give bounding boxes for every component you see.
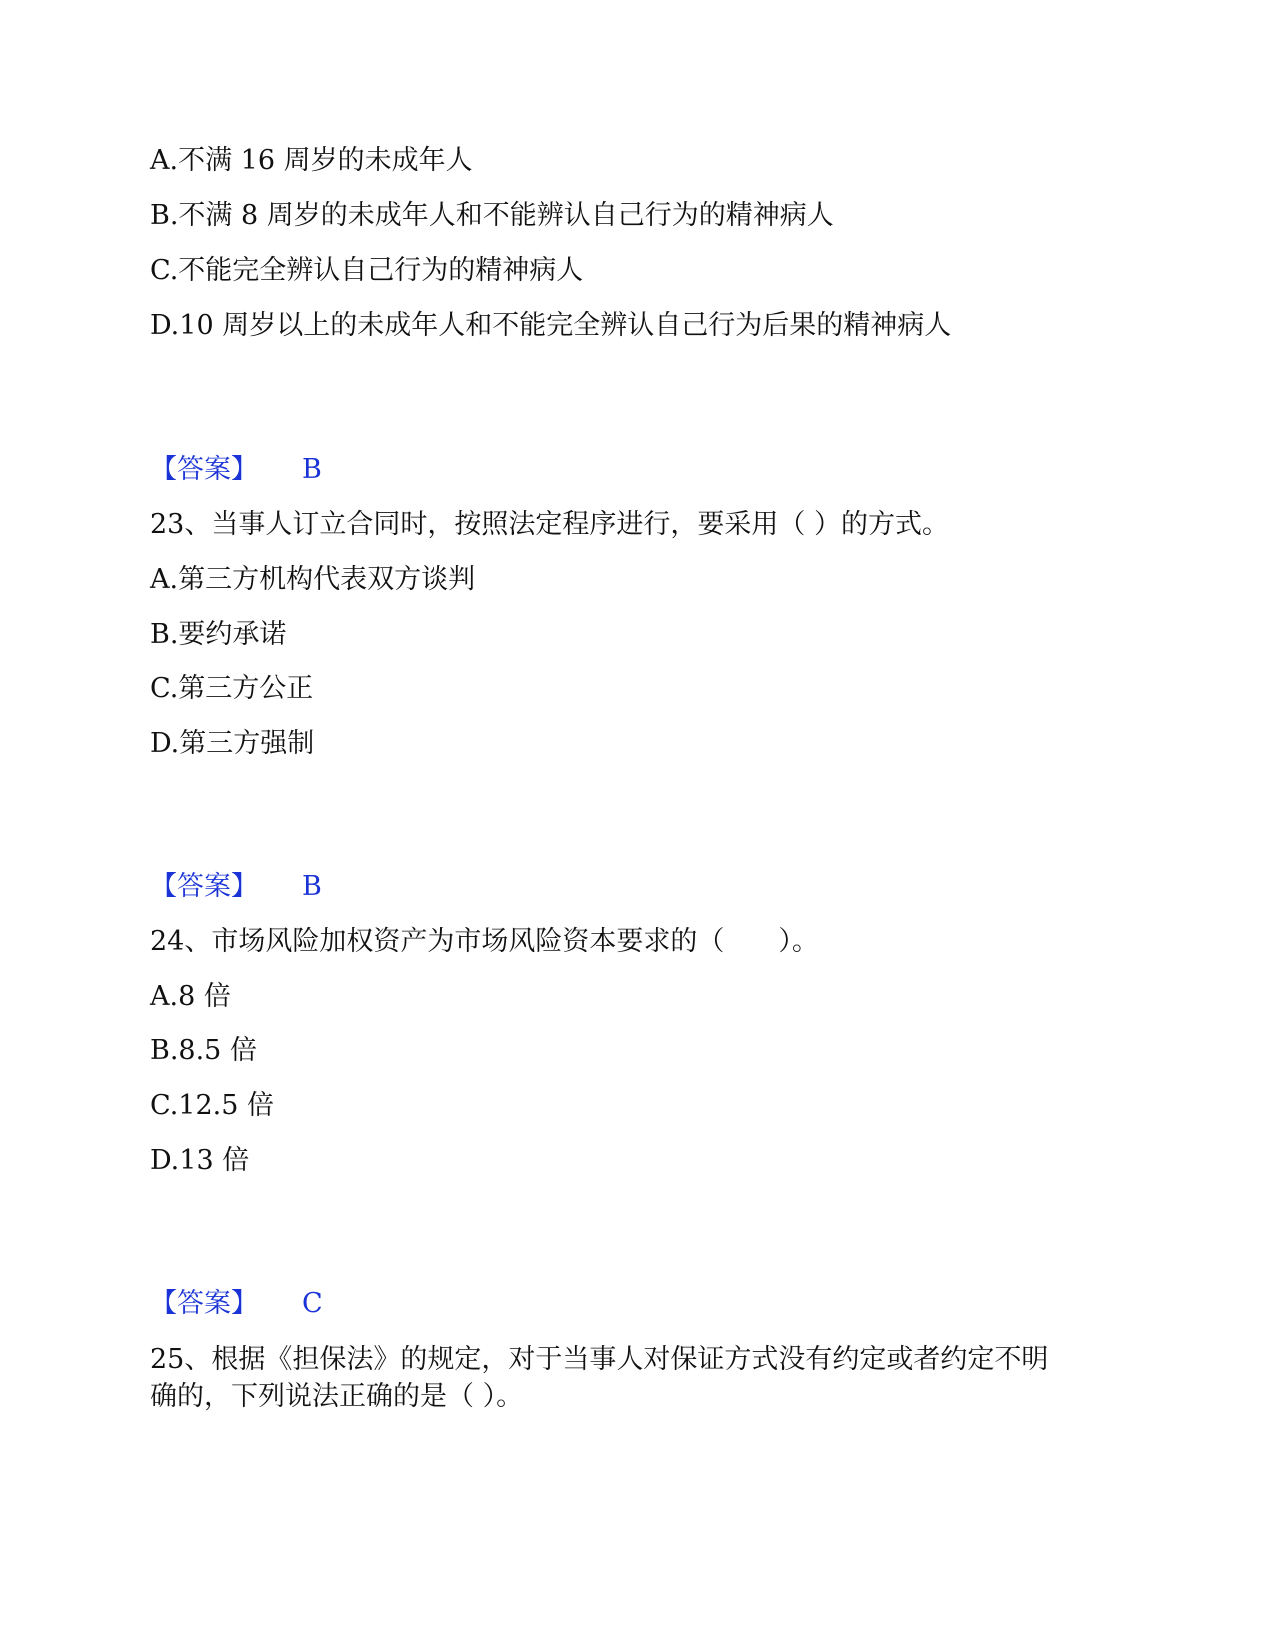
q23-option-d: D.第三方强制: [150, 728, 315, 759]
q24-option-d: D.13 倍: [150, 1145, 250, 1176]
q24-option-c: C.12.5 倍: [150, 1090, 274, 1121]
q24-answer: [150, 1287, 323, 1321]
q25-question-line-1: 25、根据《担保法》的规定，对于当事人对保证方式没有约定或者约定不明: [150, 1344, 1049, 1375]
q22-option-d: D.10 周岁以上的未成年人和不能完全辨认自己行为后果的精神病人: [150, 310, 952, 341]
q23-answer: [150, 870, 322, 904]
answer-value: B: [302, 454, 322, 485]
q24-option-b: B.8.5 倍: [150, 1035, 257, 1066]
q22-answer: [150, 453, 322, 487]
q23-question: 23、当事人订立合同时，按照法定程序进行，要采用（ ）的方式。: [150, 509, 949, 540]
q23-option-c: C.第三方公正: [150, 673, 314, 704]
answer-tag: 【答案】: [150, 454, 258, 485]
q25-question-line-2: 确的，下列说法正确的是（ ）。: [150, 1381, 524, 1412]
q23-option-a: A.第三方机构代表双方谈判: [150, 564, 476, 595]
q22-option-c: C.不能完全辨认自己行为的精神病人: [150, 255, 584, 286]
q22-option-b: B.不满 8 周岁的未成年人和不能辨认自己行为的精神病人: [150, 200, 834, 231]
answer-tag: 【答案】: [150, 871, 258, 902]
answer-value: C: [302, 1288, 323, 1319]
q24-question: 24、市场风险加权资产为市场风险资本要求的（ ）。: [150, 926, 819, 957]
q24-option-a: A.8 倍: [150, 981, 231, 1012]
q22-option-a: A.不满 16 周岁的未成年人: [150, 145, 473, 176]
q23-option-b: B.要约承诺: [150, 619, 287, 650]
answer-value: B: [302, 871, 322, 902]
answer-tag: 【答案】: [150, 1288, 258, 1319]
